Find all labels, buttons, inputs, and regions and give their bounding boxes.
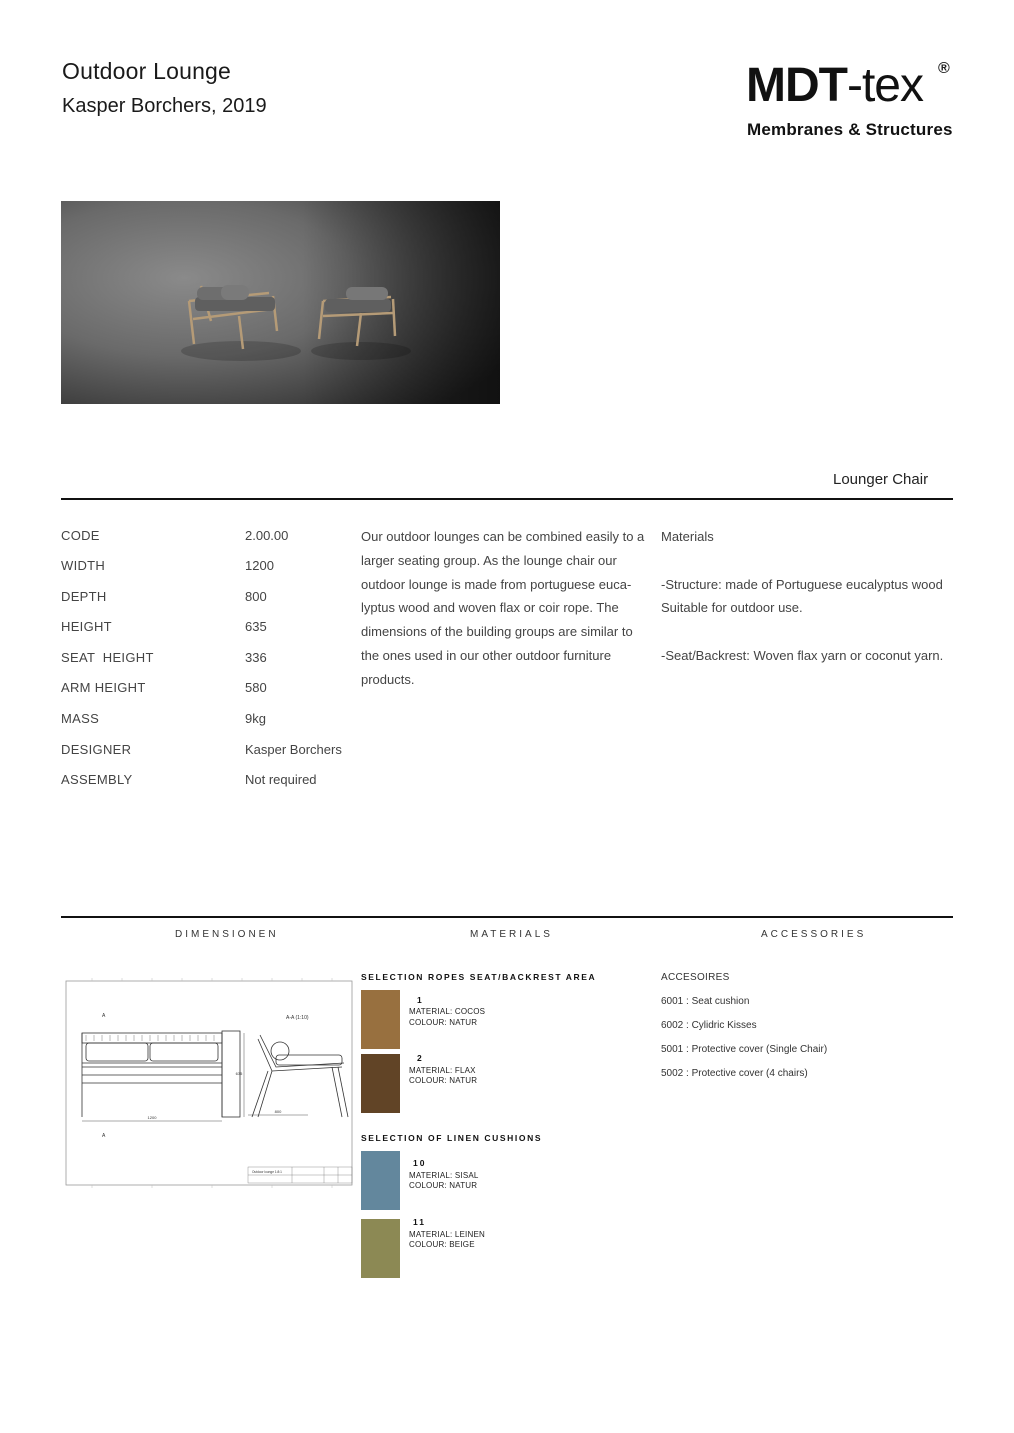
logo-wordmark <box>746 58 923 114</box>
swatch-material: MATERIAL: COCOS <box>409 1007 486 1016</box>
section-divider <box>61 916 953 918</box>
spec-row-depth <box>61 589 361 609</box>
spec-value: 9kg <box>245 711 266 726</box>
section-heading-accessories: ACCESSORIES <box>761 929 867 940</box>
section-divider <box>61 498 953 500</box>
spec-row-seat-height <box>61 650 361 670</box>
product-photo <box>61 201 500 404</box>
logo-bold: MDT <box>746 59 847 112</box>
spec-value: 2.00.00 <box>245 528 289 543</box>
spec-row-width <box>61 558 361 578</box>
page-title: Outdoor Lounge <box>62 58 232 84</box>
swatch-material: MATERIAL: SISAL <box>409 1171 479 1180</box>
spec-row-designer <box>61 742 361 762</box>
swatch-colour: COLOUR: BEIGE <box>409 1240 475 1249</box>
title-block-label: Outdoor lounge 1:8:1 <box>252 1170 282 1174</box>
spec-value: 800 <box>245 589 267 604</box>
swatch-number: 1 <box>417 995 424 1005</box>
accessory-item: 5001 : Protective cover (Single Chair) <box>661 1044 828 1055</box>
cushion-group-title: SELECTION OF LINEN CUSHIONS <box>361 1133 543 1143</box>
page-subtitle: Kasper Borchers, 2019 <box>62 95 267 117</box>
swatch-cocos <box>361 990 400 1049</box>
accessories-title: ACCESOIRES <box>661 972 730 983</box>
swatch-number: 10 <box>413 1158 427 1168</box>
height-dimension: 635 <box>235 1071 243 1076</box>
logo-light: -tex <box>846 59 923 112</box>
technical-drawing <box>62 975 354 1189</box>
spec-value: 1200 <box>245 558 274 573</box>
section-heading-dimensions: DIMENSIONEN <box>175 929 279 940</box>
spec-value: Not required <box>245 772 317 787</box>
materials-structure: -Structure: made of Portuguese eucalyptus wood <box>661 576 943 592</box>
spec-label: SEAT HEIGHT <box>61 650 154 665</box>
rope-group-title: SELECTION ROPES SEAT/BACKREST AREA <box>361 972 597 982</box>
accessory-item: 6001 : Seat cushion <box>661 996 750 1007</box>
spec-row-arm-height <box>61 680 361 700</box>
spec-label: DESIGNER <box>61 742 132 757</box>
brand-logo <box>746 58 956 148</box>
spec-row-height <box>61 619 361 639</box>
spec-value: 580 <box>245 680 267 695</box>
accessory-item: 5002 : Protective cover (4 chairs) <box>661 1068 808 1079</box>
spec-value: 336 <box>245 650 267 665</box>
accessory-item: 6002 : Cylidric Kisses <box>661 1020 757 1031</box>
spec-label: MASS <box>61 711 100 726</box>
spec-row-mass <box>61 711 361 731</box>
spec-label: HEIGHT <box>61 619 112 634</box>
swatch-material: MATERIAL: FLAX <box>409 1066 476 1075</box>
swatch-leinen <box>361 1219 400 1278</box>
spec-value: 635 <box>245 619 267 634</box>
swatch-number: 2 <box>417 1053 424 1063</box>
swatch-number: 11 <box>413 1217 426 1227</box>
spec-row-assembly <box>61 772 361 792</box>
spec-row-code <box>61 528 361 548</box>
materials-info <box>661 525 951 668</box>
spec-label: WIDTH <box>61 558 106 573</box>
spec-label: ARM HEIGHT <box>61 680 146 695</box>
section-label: A-A (1:10) <box>286 1015 309 1021</box>
spec-value: Kasper Borchers <box>245 742 342 757</box>
logo-tagline: Membranes & Structures <box>747 120 953 139</box>
section-mark-bottom: A <box>102 1133 106 1139</box>
product-type-label: Lounger Chair <box>833 471 929 488</box>
swatch-colour: COLOUR: NATUR <box>409 1018 478 1027</box>
swatch-colour: COLOUR: NATUR <box>409 1076 478 1085</box>
spec-label: DEPTH <box>61 589 107 604</box>
spec-label: CODE <box>61 528 100 543</box>
spec-label: ASSEMBLY <box>61 772 133 787</box>
section-mark-top: A <box>102 1013 106 1019</box>
swatch-sisal <box>361 1151 400 1210</box>
swatch-colour: COLOUR: NATUR <box>409 1181 478 1190</box>
materials-seat: -Seat/Backrest: Woven flax yarn or coconut yarn. <box>661 647 944 663</box>
swatch-material: MATERIAL: LEINEN <box>409 1230 485 1239</box>
width-dimension: 1200 <box>147 1115 157 1120</box>
materials-outdoor: Suitable for outdoor use. <box>661 600 803 616</box>
materials-heading: Materials <box>661 529 714 544</box>
swatch-flax <box>361 1054 400 1113</box>
section-heading-materials: MATERIALS <box>470 929 553 940</box>
registered-mark: ® <box>938 60 950 77</box>
depth-dimension: 800 <box>274 1109 282 1114</box>
product-description: Our outdoor lounges can be combined easily to a larger seating group. As the lounge chair our outdoor lounge is made from portuguese euca-lyptus wood and woven flax or coir rope. The dimensions of the building groups are similar to the ones used in our other outdoor furniture products. <box>361 529 645 687</box>
